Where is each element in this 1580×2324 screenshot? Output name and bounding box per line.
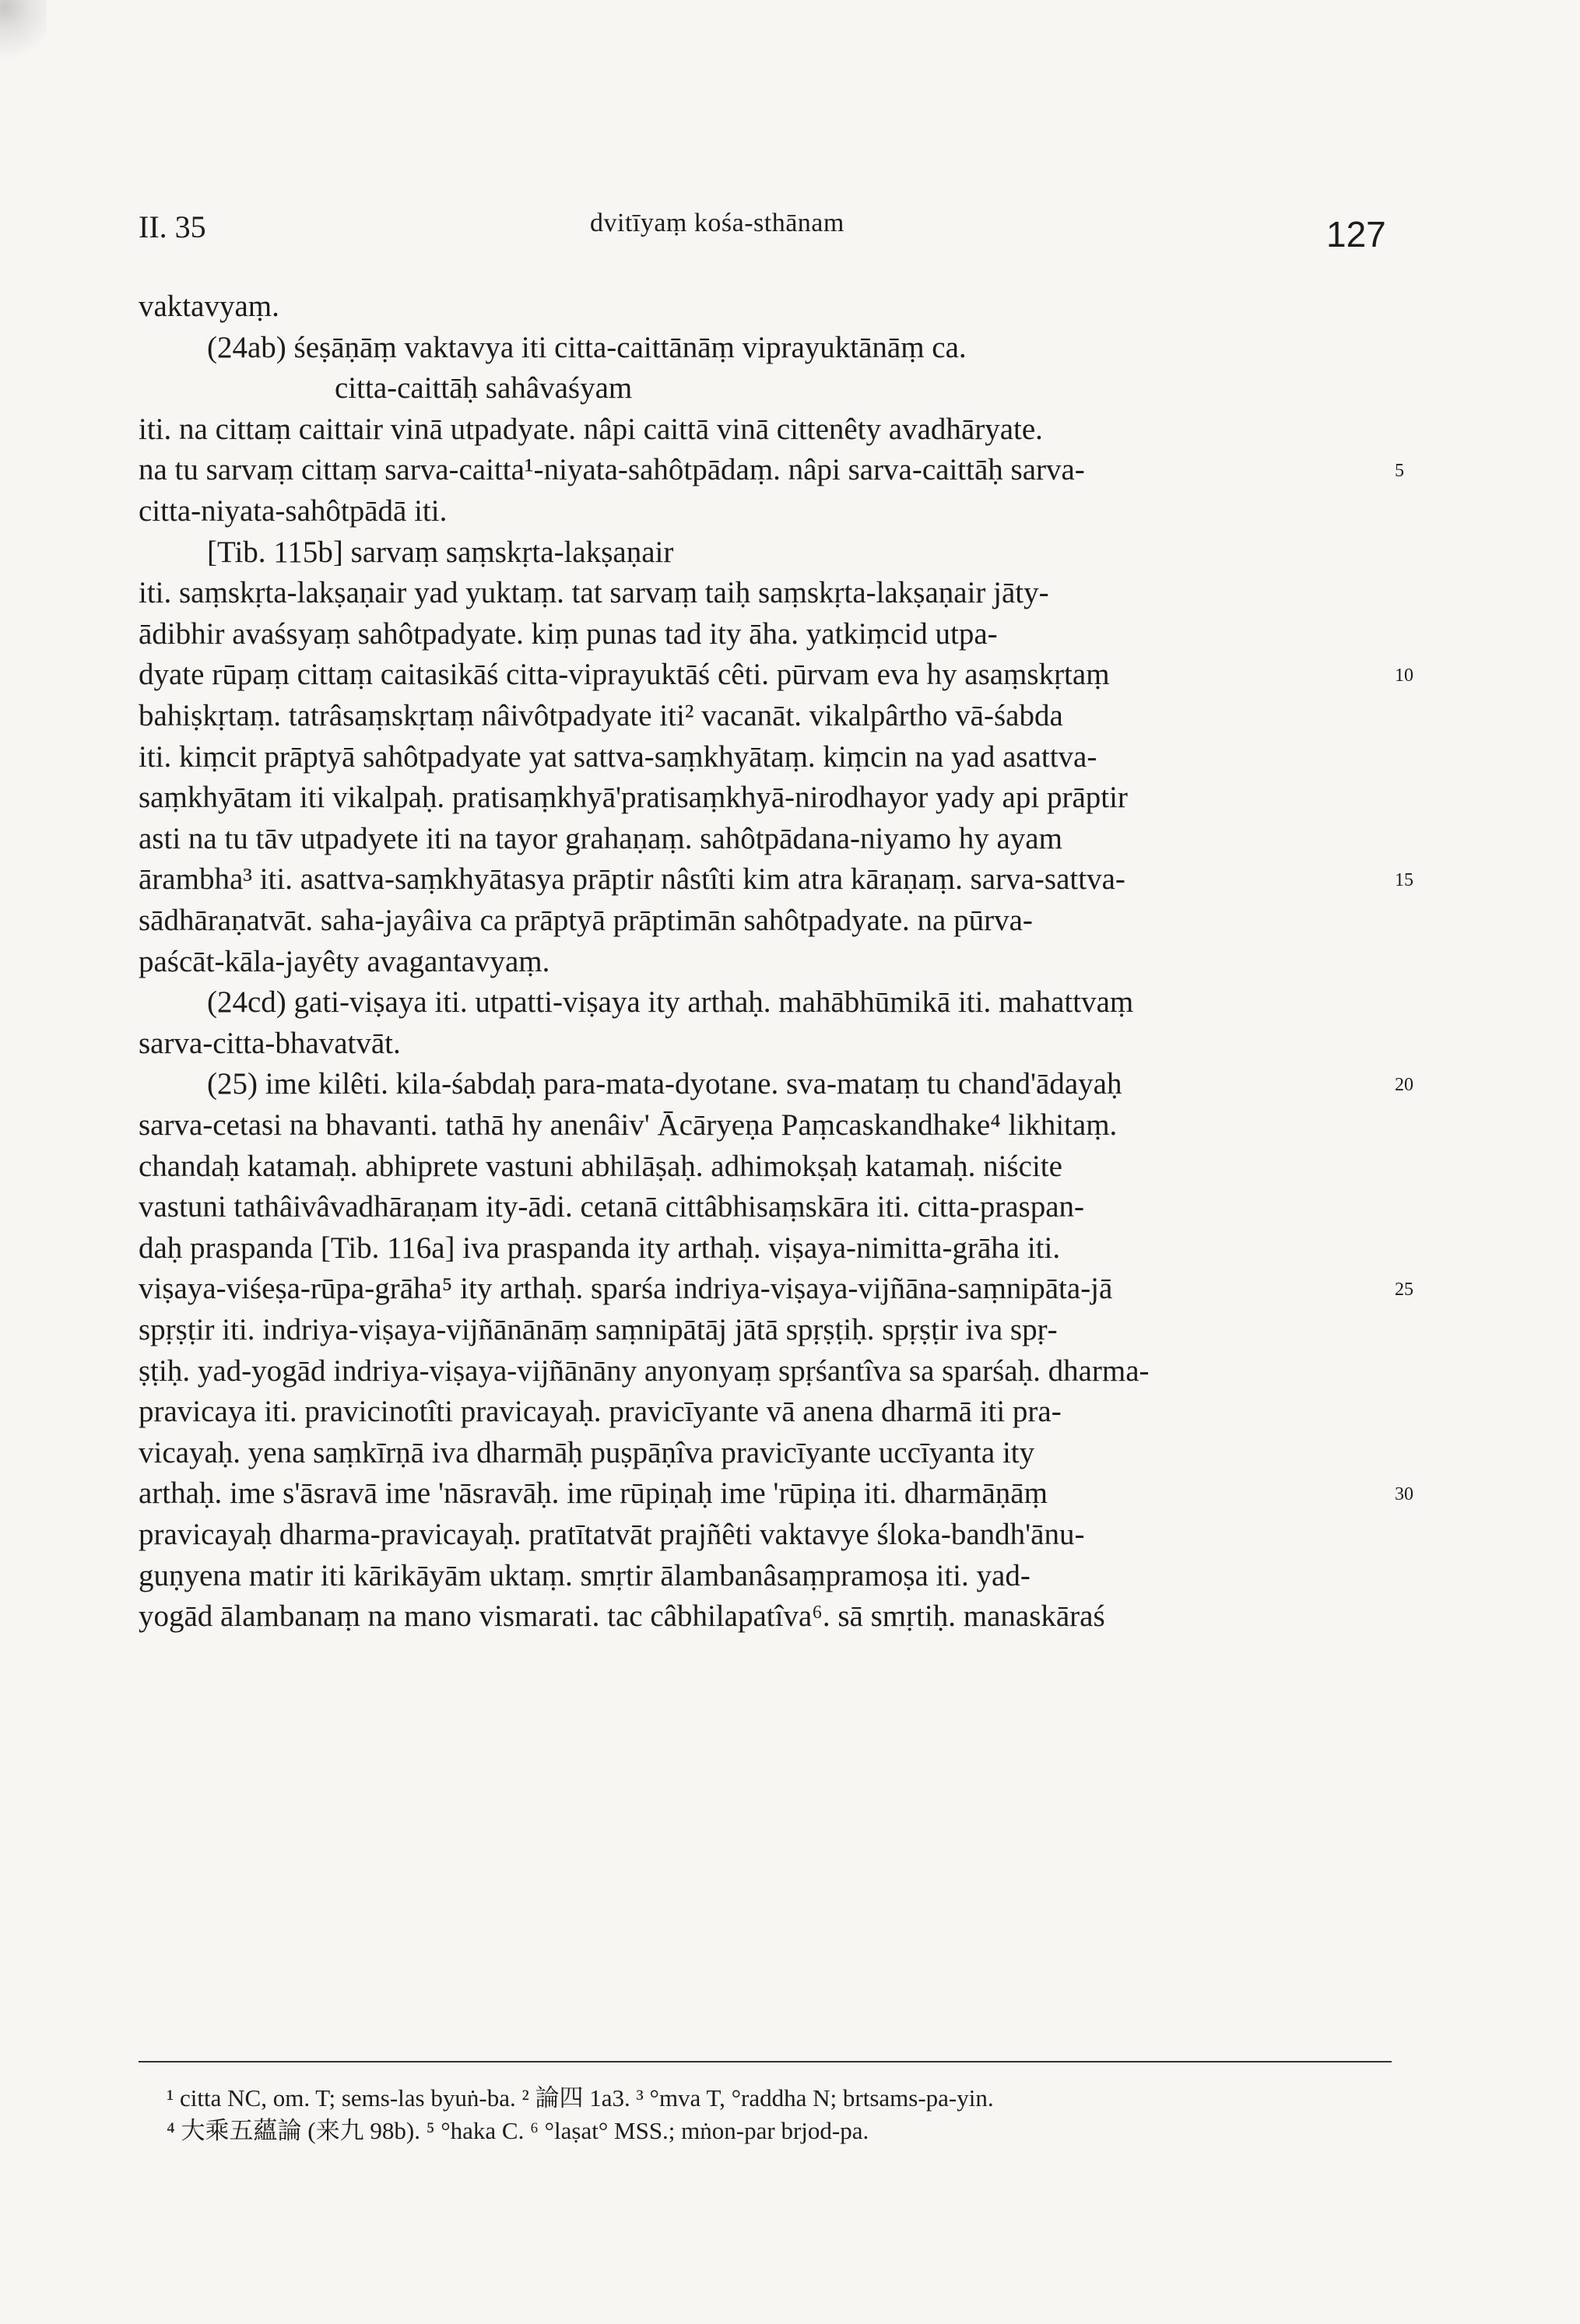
text-line: vicayaḥ. yena saṃkīrṇā iva dharmāḥ puṣpāṇîva pravicīyante uccīyanta ity bbox=[139, 1435, 1035, 1469]
text-line: sādhāraṇatvāt. saha-jayâiva ca prāptyā prāptimān sahôtpadyate. na pūrva- bbox=[139, 904, 1033, 937]
text-line: iti. saṃskṛta-lakṣaṇair yad yuktaṃ. tat sarvaṃ taiḥ saṃskṛta-lakṣaṇair jāty- bbox=[139, 576, 1049, 610]
line-number: 20 bbox=[1395, 1075, 1413, 1096]
text-line: saṃkhyātam iti vikalpaḥ. pratisaṃkhyā'pratisaṃkhyā-nirodhayor yady api prāptir bbox=[139, 781, 1128, 815]
text-line: dyate rūpaṃ cittaṃ caitasikāś citta-viprayuktāś cêti. pūrvam eva hy asaṃskṛtaṃ bbox=[139, 658, 1110, 692]
text-line: (24ab) śeṣāṇāṃ vaktavya iti citta-caittānāṃ viprayuktānāṃ ca. bbox=[207, 330, 967, 364]
text-line: vastuni tathâivâvadhāraṇam ity-ādi. cetanā cittâbhisaṃskāra iti. citta-praspan- bbox=[139, 1190, 1084, 1224]
line-number: 25 bbox=[1395, 1280, 1413, 1301]
text-line: arthaḥ. ime s'āsravā ime 'nāsravāḥ. ime rūpiṇaḥ ime 'rūpiṇa iti. dharmāṇāṃ bbox=[139, 1476, 1048, 1511]
text-line: yogād ālambanaṃ na mano vismarati. tac câbhilapatîva⁶. sā smṛtiḥ. manaskāraś bbox=[139, 1599, 1105, 1634]
text-line: (25) ime kilêti. kila-śabdaḥ para-mata-dyotane. sva-mataṃ tu chand'ādayaḥ bbox=[207, 1067, 1122, 1101]
text-line: iti. kiṃcit prāptyā sahôtpadyate yat sattva-saṃkhyātaṃ. kiṃcin na yad asattva- bbox=[139, 739, 1097, 774]
text-line: sarva-citta-bhavatvāt. bbox=[139, 1026, 401, 1060]
line-number: 10 bbox=[1395, 665, 1413, 686]
footnote-line: ⁴ 大乘五蘊論 (来九 98b). ⁵ °haka C. ⁶ °laṣat° MSS.; mṅon-par brjod-pa. bbox=[167, 2117, 869, 2144]
text-line: [Tib. 115b] sarvaṃ saṃskṛta-lakṣaṇair bbox=[207, 535, 674, 569]
text-line: chandaḥ katamaḥ. abhiprete vastuni abhilāṣaḥ. adhimokṣaḥ katamaḥ. niścite bbox=[139, 1149, 1062, 1183]
text-line: asti na tu tāv utpadyete iti na tayor grahaṇaṃ. sahôtpādana-niyamo hy ayam bbox=[139, 821, 1062, 855]
text-line: pravicaya iti. pravicinotîti pravicayaḥ. pravicīyante vā anena dharmā iti pra- bbox=[139, 1395, 1062, 1429]
text-line: pravicayaḥ dharma-pravicayaḥ. pratītatvāt prajñêti vaktavye śloka-bandh'ānu- bbox=[139, 1518, 1085, 1551]
text-line: ādibhir avaśsyaṃ sahôtpadyate. kiṃ punas tad ity āha. yatkiṃcid utpa- bbox=[139, 616, 998, 651]
text-line: sarva-cetasi na bhavanti. tathā hy anenâiv' Ācāryeṇa Paṃcaskandhake⁴ likhitaṃ. bbox=[139, 1108, 1118, 1142]
text-line: guṇyena matir iti kārikāyām uktaṃ. smṛtir ālambanâsaṃpramoṣa iti. yad- bbox=[139, 1558, 1031, 1592]
text-line: ārambha³ iti. asattva-saṃkhyātasya prāptir nâstîti kim atra kāraṇaṃ. sarva-sattva- bbox=[139, 862, 1125, 897]
text-line: (24cd) gati-viṣaya iti. utpatti-viṣaya ity arthaḥ. mahābhūmikā iti. mahattvaṃ bbox=[207, 985, 1134, 1020]
text-line: ṣṭiḥ. yad-yogād indriya-viṣaya-vijñānāny anyonyaṃ spṛśantîva sa sparśaḥ. dharma- bbox=[139, 1353, 1150, 1388]
text-line: citta-caittāḥ sahâvaśyam bbox=[335, 371, 633, 405]
section-reference: II. 35 bbox=[139, 209, 206, 244]
footnote-rule bbox=[139, 2061, 1392, 2062]
text-line: paścāt-kāla-jayêty avagantavyaṃ. bbox=[139, 944, 550, 978]
line-number: 30 bbox=[1395, 1484, 1413, 1505]
text-line: na tu sarvaṃ cittaṃ sarva-caitta¹-niyata-sahôtpādaṃ. nâpi sarva-caittāḥ sarva- bbox=[139, 453, 1085, 487]
footnote-line: ¹ citta NC, om. T; sems-las byuṅ-ba. ² 論四 1a3. ³ °mva T, °raddha N; brtsams-pa-yin. bbox=[167, 2084, 994, 2112]
text-line: daḥ praspanda [Tib. 116a] iva praspanda ity arthaḥ. viṣaya-nimitta-grāha iti. bbox=[139, 1230, 1061, 1265]
text-line: spṛṣṭir iti. indriya-viṣaya-vijñānānāṃ saṃnipātāj jātā spṛṣṭiḥ. spṛṣṭir iva spṛ- bbox=[139, 1313, 1058, 1346]
page-number: 127 bbox=[1326, 214, 1386, 255]
line-number: 15 bbox=[1395, 870, 1413, 891]
scan-noise bbox=[0, 0, 47, 70]
text-line: iti. na cittaṃ caittair vinā utpadyate. nâpi caittā vinā cittenêty avadhāryate. bbox=[139, 412, 1043, 446]
text-line: citta-niyata-sahôtpādā iti. bbox=[139, 494, 448, 528]
text-line: bahiṣkṛtaṃ. tatrâsaṃskṛtaṃ nâivôtpadyate iti² vacanāt. vikalpârtho vā-śabda bbox=[139, 699, 1063, 732]
page-header bbox=[0, 204, 1580, 255]
line-number: 5 bbox=[1395, 461, 1404, 482]
text-line: vaktavyaṃ. bbox=[139, 290, 279, 323]
text-line: viṣaya-viśeṣa-rūpa-grāha⁵ ity arthaḥ. sparśa indriya-viṣaya-vijñāna-saṃnipāta-jā bbox=[139, 1272, 1113, 1306]
running-title: dvitīyaṃ kośa-sthānam bbox=[590, 209, 844, 237]
